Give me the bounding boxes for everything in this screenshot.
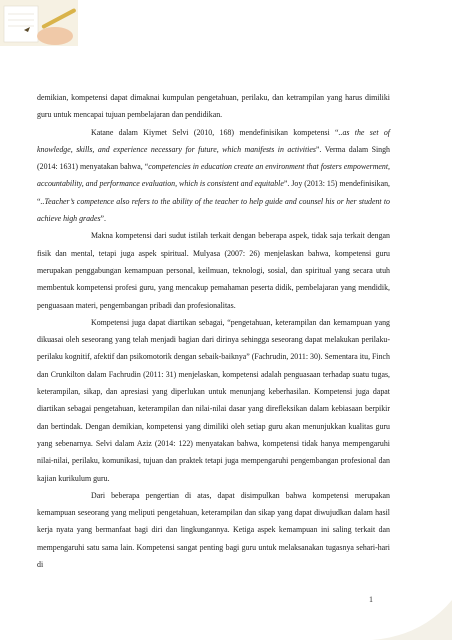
italic-quote: ..as the set of knowledge, skills, and experience necessary for future, which manifests in activities xyxy=(37,127,390,154)
text-run: ”. Verma dalam Singh (2014: 1631) menyatakan bahwa, “ xyxy=(37,144,390,172)
paragraph xyxy=(37,487,390,573)
text-run: Dari beberapa pengertian di atas, dapat disimpulkan bahwa kompetensi merupakan kemampuan seseorang yang meliputi pengetahuan, keterampilan dan sikap yang dapat diwujudkan dalam hasil kerja nyata yang bermanfaat bagi diri dan lingkungannya. Ketiga aspek kemampuan ini saling terkait dan mempengaruhi satu sama lain. Kompetensi sangat penting bagi guru untuk melaksanakan tugasnya sehari-hari di xyxy=(37,490,390,570)
page-number: 1 xyxy=(369,595,373,604)
paragraph xyxy=(37,89,390,124)
bottom-corner-decoration xyxy=(372,600,452,640)
italic-quote: ..Teacher’s competence also refers to the ability of the teacher to help guide and counsel his or her student to achieve high grades xyxy=(37,196,390,224)
text-run: Makna kompetensi dari sudut istilah terkait dengan beberapa aspek, tidak saja terkait dengan fisik dan mental, tetapi juga aspek spiritual. Mulyasa (2007: 26) menjelaskan bahwa, kompetensi guru merupakan penggabungan kemampuan personal, keilmuan, teknologi, sosial, dan spiritual yang secara utuh membentuk kompetensi profesi guru, yang mencakup pemahaman peserta didik, pembelajaran yang mendidik, penguasaan materi, pengembangan pribadi dan profesionalitas. xyxy=(37,231,390,310)
paragraph xyxy=(37,314,390,487)
paragraph xyxy=(37,227,390,313)
text-run: ”. xyxy=(100,214,107,224)
pen-and-paper-corner-decoration xyxy=(0,0,78,46)
paragraph xyxy=(37,124,390,228)
italic-quote: competencies in education create an environment that fosters empowerment, accountability, and performance evaluation, which is consistent and equitable xyxy=(37,162,391,189)
text-run: Katane dalam Kiymet Selvi (2010, 168) mendefinisikan kompetensi “ xyxy=(91,127,339,137)
text-run: ”. Joy (2013: 15) mendefinisikan, “ xyxy=(37,179,390,206)
text-run: Kompetensi juga dapat diartikan sebagai, “pengetahuan, keterampilan dan kemampuan yang dikuasai oleh seseorang yang telah menjadi bagian dari dirinya sehingga seseorang dapat melakukan perilaku-perilaku kognitif, afektif dan psikomotorik dengan sebaik-baiknya” (Fachrudin, 2011: 30). Sementara itu, Finch dan Crunkilton dalam Fachrudin (2011: 31) menjelaskan, kompetensi adalah penguasaan terhadap suatu tugas, keterampilan, sikap, dan apresiasi yang diperlukan untuk menunjang keberhasilan. Kompetensi juga dapat diartikan sebagai pengetahuan, keterampilan dan nilai-nilai dasar yang direfleksikan dalam kebiasaan berpikir dan bertindak. Dengan demikian, kompetensi yang dimiliki oleh setiap guru akan menunjukkan kualitas guru yang sebenarnya. Selvi dalam Aziz (2014: 122) menyatakan bahwa, kompetensi tidak hanya mempengaruhi nilai-nilai, perilaku, komunikasi, tujuan dan praktek tetapi juga mempengaruhi pengembangan profesional dan kajian kurikulum guru. xyxy=(37,317,390,483)
document-body xyxy=(37,89,390,573)
text-run: demikian, kompetensi dapat dimaknai kumpulan pengetahuan, perilaku, dan ketrampilan yang harus dimiliki guru untuk mencapai tujuan pembelajaran dan pendidikan. xyxy=(37,93,390,120)
